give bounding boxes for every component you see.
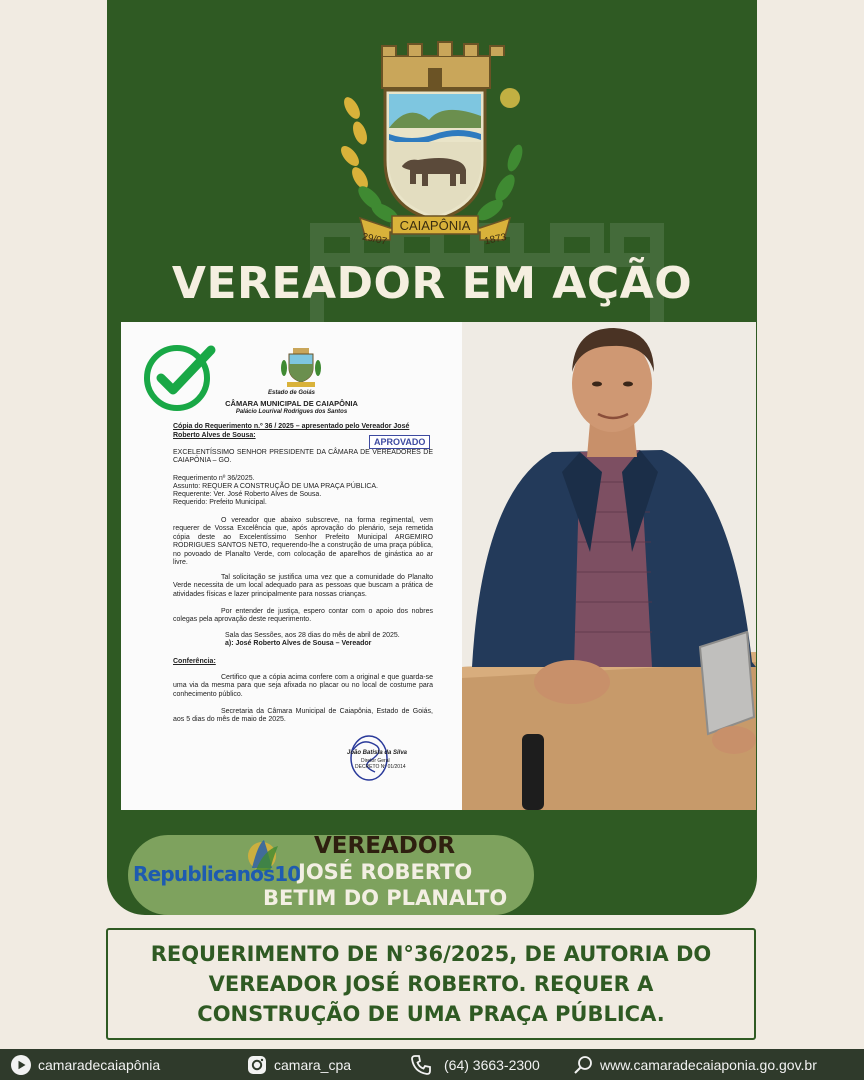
- footer-website[interactable]: [572, 1049, 817, 1080]
- youtube-icon: [10, 1054, 32, 1076]
- caption-text: REQUERIMENTO DE N°36/2025, DE AUTORIA DO VEREADOR JOSÉ ROBERTO. REQUER A CONSTRUÇÃO DE UMA PRAÇA PÚBLICA.: [150, 942, 712, 1026]
- caption-box: [106, 928, 756, 1040]
- doc-requester: Requerente: Ver. José Roberto Alves de Sousa.: [173, 491, 322, 498]
- doc-para-5: Secretaria da Câmara Municipal de Caiapônia, Estado de Goiás, aos 5 dias do mês de maio de 2025.: [173, 708, 433, 724]
- badge-name-line-1: JOSÉ ROBERTO: [298, 860, 473, 884]
- doc-para-4: Certifico que a cópia acima confere com a original e que guarda-se uma via da mesma para que seja afixada no placar ou no local de costume para conhecimento público.: [173, 674, 433, 698]
- headline: VEREADOR EM AÇÃO: [171, 258, 693, 309]
- party-number: 10: [274, 862, 301, 886]
- city-crest-icon: [330, 38, 540, 253]
- doc-copy-title-1: Cópia do Requerimento n.º 36 / 2025 – apresentado pelo Vereador José: [173, 423, 410, 430]
- footer-website-label: www.camaradecaiaponia.go.gov.br: [600, 1056, 817, 1073]
- doc-addressee: EXCELENTÍSSIMO SENHOR PRESIDENTE DA CÂMARA DE VEREADORES DE CAIAPÔNIA – GO.: [173, 449, 433, 465]
- crest-date-right: 1873: [483, 231, 508, 248]
- doc-para-1: O vereador que abaixo subscreve, na forma regimental, vem requerer de Vossa Excelência que, após aprovação do plenário, seja remetida cópia deste ao Excelentíssimo Senhor Prefeito Municipal ARGEMIRO RODRIGUES SANTOS NETO, requerendo-lhe a construção de uma praça pública, no povoado de Planalto Verde, com colocação de aparelhos de ginástica ao ar livre.: [173, 517, 433, 567]
- requirement-document: [121, 322, 462, 810]
- doc-para-3: Por entender de justiça, espero contar com o apoio dos nobres colegas pela aprovação deste requerimento.: [173, 608, 433, 624]
- crest-date-left: 29/07: [361, 231, 388, 248]
- footer-youtube[interactable]: [10, 1049, 160, 1080]
- footer-instagram-label: camara_cpa: [274, 1056, 352, 1073]
- doc-conference: Conferência:: [173, 658, 216, 665]
- doc-palace: Palácio Lourival Rodrigues dos Santos: [235, 409, 348, 415]
- doc-req-no: Requerimento nº 36/2025.: [173, 475, 255, 482]
- doc-session: Sala das Sessões, aos 28 dias do mês de abril de 2025.: [225, 632, 400, 639]
- badge-role: VEREADOR: [314, 833, 456, 859]
- footer-instagram[interactable]: [246, 1049, 351, 1080]
- footer-phone-label: (64) 3663-2300: [444, 1056, 540, 1073]
- instagram-icon: [246, 1054, 268, 1076]
- party-label: Republicanos: [133, 862, 275, 886]
- footer-phone[interactable]: [410, 1049, 540, 1080]
- doc-copy-title-2: Roberto Alves de Sousa:: [173, 432, 256, 439]
- chamber-crest-icon: [277, 346, 325, 388]
- doc-para-2: Tal solicitação se justifica uma vez que a comunidade do Planalto Verde necessita de um local adequado para as pessoas que buscam a prática de atividades físicas e lazer principalmente para nossas crianças.: [173, 574, 433, 598]
- badge-name-line-2: BETIM DO PLANALTO: [263, 886, 508, 910]
- doc-sign-name: João Batista da Silva: [347, 750, 408, 756]
- doc-subject: Assunto: REQUER A CONSTRUÇÃO DE UMA PRAÇA PÚBLICA.: [173, 483, 378, 490]
- doc-sign-decree: DECRETO Nº 01/2014: [355, 764, 406, 770]
- doc-chamber: CÂMARA MUNICIPAL DE CAIAPÔNIA: [225, 399, 358, 408]
- doc-sign-role: Diretor Geral: [361, 758, 390, 764]
- crest-city: CAIAPÔNIA: [399, 218, 471, 233]
- councilman-photo-illustration: [462, 322, 756, 810]
- doc-signed: a): José Roberto Alves de Sousa – Vereador: [225, 640, 372, 647]
- doc-requested: Requerido: Prefeito Municipal.: [173, 499, 267, 506]
- councilman-photo: [462, 322, 756, 810]
- approved-stamp: APROVADO: [369, 435, 430, 449]
- footer-youtube-label: camaradecaiapônia: [38, 1056, 161, 1073]
- search-icon: [572, 1054, 594, 1076]
- party-name: [133, 862, 300, 886]
- doc-state: Estado de Goiás: [267, 390, 315, 396]
- footer-bar: [0, 1049, 864, 1080]
- phone-icon: [410, 1054, 432, 1076]
